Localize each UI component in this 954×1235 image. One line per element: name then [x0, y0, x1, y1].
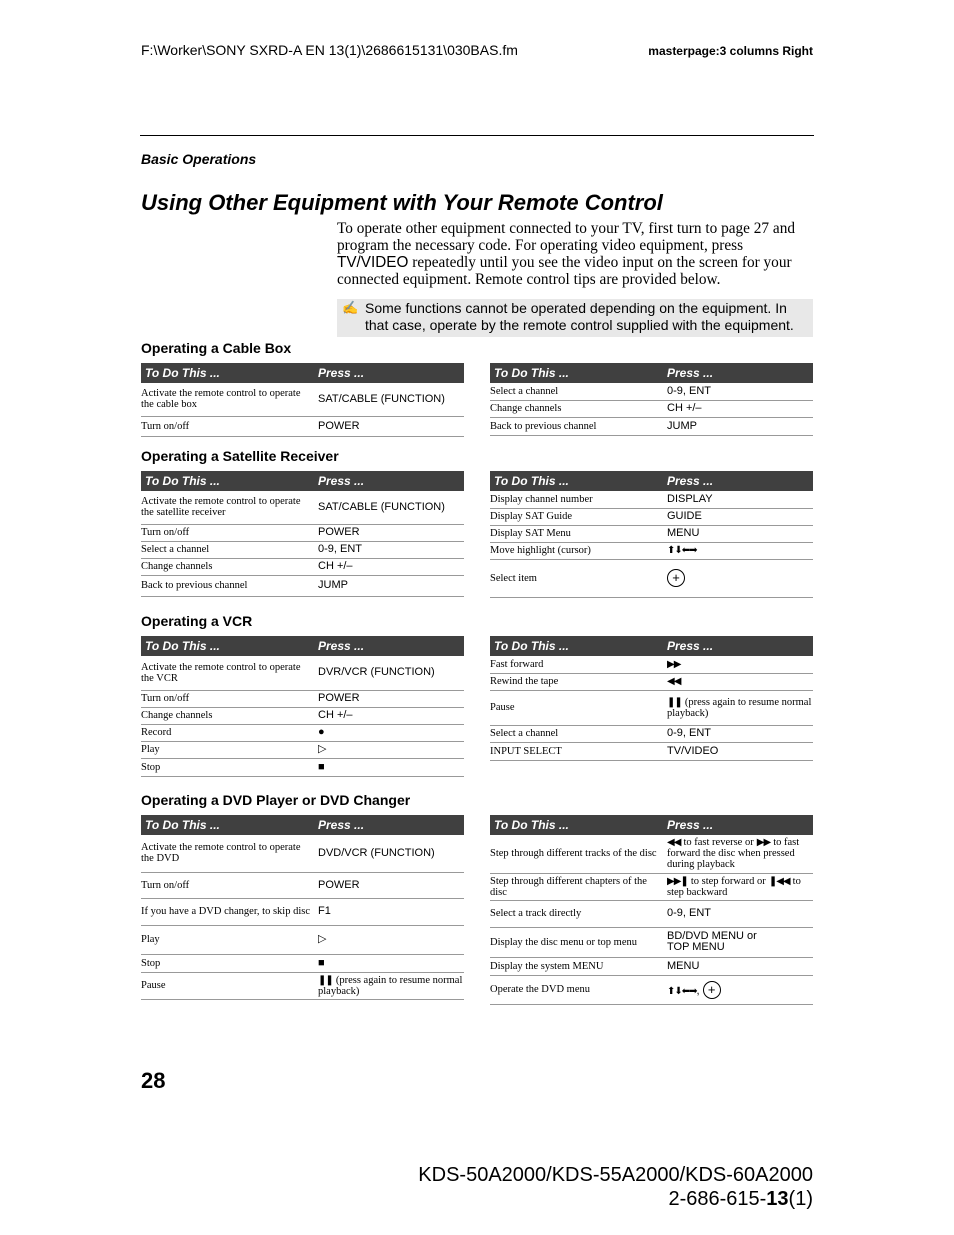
col-header-todo: To Do This ... — [490, 471, 663, 491]
press-cell: to fast reverse or — [683, 837, 754, 849]
col-header-press: Press ... — [663, 636, 813, 656]
model-numbers: KDS-50A2000/KDS-55A2000/KDS-60A2000 — [418, 1164, 813, 1186]
col-header-press: Press ... — [314, 471, 464, 491]
page-number: 28 — [141, 1068, 166, 1093]
press-cell: CH +/– — [314, 558, 464, 575]
intro-part2: repeatedly until you see the video input on the screen for your connected equipment. Remote control tips are provided below. — [337, 254, 792, 288]
col-header-press: Press ... — [663, 815, 813, 835]
col-header-todo: To Do This ... — [141, 815, 314, 835]
action-cell: Operate the DVD menu — [490, 975, 663, 1004]
intro-part1: To operate other equipment connected to your TV, first turn to page 27 and program the necessary code. For operating video equipment, press — [337, 220, 795, 254]
rewind-icon: ◀◀ — [667, 676, 681, 687]
action-cell: Select a channel — [490, 725, 663, 742]
code-suffix: (1) — [788, 1188, 813, 1210]
action-cell: Turn on/off — [141, 690, 314, 707]
masterpage-label: masterpage:3 columns Right — [648, 44, 813, 58]
record-icon: ● — [318, 726, 325, 738]
action-cell: Turn on/off — [141, 416, 314, 436]
press-cell: MENU — [663, 525, 813, 542]
tv-video-button-name: TV/VIDEO — [337, 254, 409, 271]
play-icon: ▷ — [318, 933, 327, 945]
press-cell: POWER — [314, 416, 464, 436]
cable-heading: Operating a Cable Box — [141, 340, 292, 356]
col-header-press: Press ... — [663, 471, 813, 491]
action-cell: Record — [141, 724, 314, 741]
press-cell: SAT/CABLE (FUNCTION) — [314, 383, 464, 416]
action-cell: Select a track directly — [490, 900, 663, 927]
press-cell: POWER — [314, 872, 464, 898]
action-cell: Activate the remote control to operate the VCR — [141, 656, 314, 690]
col-header-todo: To Do This ... — [490, 815, 663, 835]
action-cell: Pause — [490, 690, 663, 725]
col-header-todo: To Do This ... — [141, 471, 314, 491]
pencil-note-icon: ✍ — [342, 300, 359, 315]
press-cell: , — [696, 984, 700, 997]
header-rule — [140, 135, 814, 136]
action-cell: Change channels — [141, 558, 314, 575]
press-cell: F1 — [314, 898, 464, 925]
action-cell: Turn on/off — [141, 872, 314, 898]
action-cell: Display the disc menu or top menu — [490, 927, 663, 957]
satellite-heading: Operating a Satellite Receiver — [141, 448, 339, 464]
press-cell: (press again to resume normal playback) — [318, 974, 463, 997]
action-cell: Move highlight (cursor) — [490, 542, 663, 559]
press-cell: BD/DVD MENU or — [667, 930, 757, 942]
press-cell: to fast forward the disc when pressed during playback — [667, 837, 800, 871]
action-cell: Activate the remote control to operate the DVD — [141, 835, 314, 872]
fast-forward-icon: ▶▶ — [756, 837, 771, 849]
pause-icon: ❚❚ — [318, 974, 333, 986]
intro-paragraph — [337, 220, 813, 288]
vcr-table-left — [141, 636, 464, 777]
action-cell: Change channels — [141, 707, 314, 724]
press-cell: 0-9, ENT — [314, 541, 464, 558]
press-cell: 0-9, ENT — [663, 900, 813, 927]
rewind-icon: ◀◀ — [667, 837, 681, 849]
dvd-table-left — [141, 815, 464, 1000]
press-cell: SAT/CABLE (FUNCTION) — [314, 491, 464, 524]
action-cell: Display SAT Menu — [490, 525, 663, 542]
select-plus-icon: + — [667, 569, 685, 587]
action-cell: Select a channel — [141, 541, 314, 558]
vcr-heading: Operating a VCR — [141, 613, 253, 629]
action-cell: Step through different tracks of the disc — [490, 835, 663, 873]
press-cell: JUMP — [314, 575, 464, 596]
action-cell: Select a channel — [490, 383, 663, 400]
press-cell: POWER — [314, 524, 464, 541]
stop-icon: ■ — [318, 760, 325, 773]
action-cell: INPUT SELECT — [490, 742, 663, 760]
cable-table-left — [141, 363, 464, 437]
dvd-heading: Operating a DVD Player or DVD Changer — [141, 792, 411, 808]
arrow-keys-icon: ⬆⬇⬅➡ — [667, 545, 697, 556]
action-cell: Activate the remote control to operate the cable box — [141, 383, 314, 416]
action-cell: Turn on/off — [141, 524, 314, 541]
action-cell: Back to previous channel — [141, 575, 314, 596]
vcr-table-right — [490, 636, 813, 761]
cable-table-right — [490, 363, 813, 436]
press-cell: TOP MENU — [667, 941, 725, 953]
press-cell: POWER — [314, 690, 464, 707]
action-cell: Stop — [141, 758, 314, 776]
press-cell: DVR/VCR (FUNCTION) — [314, 656, 464, 690]
action-cell: Back to previous channel — [490, 417, 663, 435]
satellite-table-left — [141, 471, 464, 597]
model-footer — [418, 1163, 813, 1211]
action-cell: Change channels — [490, 400, 663, 417]
col-header-press: Press ... — [314, 815, 464, 835]
play-icon: ▷ — [318, 743, 327, 755]
press-cell: TV/VIDEO — [663, 742, 813, 760]
action-cell: Activate the remote control to operate the satellite receiver — [141, 491, 314, 524]
fast-forward-icon: ▶▶ — [667, 658, 681, 670]
document-code — [418, 1187, 813, 1211]
action-cell: Display channel number — [490, 491, 663, 508]
press-cell: CH +/– — [314, 707, 464, 724]
press-cell: (press again to resume normal playback) — [667, 696, 812, 719]
col-header-todo: To Do This ... — [490, 636, 663, 656]
dvd-table-right — [490, 815, 813, 1005]
code-prefix: 2-686-615- — [668, 1188, 767, 1210]
action-cell: Stop — [141, 954, 314, 972]
action-cell: Step through different chapters of the disc — [490, 873, 663, 900]
col-header-press: Press ... — [314, 636, 464, 656]
pause-icon: ❚❚ — [667, 696, 682, 708]
section-label: Basic Operations — [141, 151, 257, 167]
action-cell: Play — [141, 741, 314, 758]
press-cell: MENU — [663, 957, 813, 975]
previous-chapter-icon: ❚◀◀ — [768, 875, 790, 887]
action-cell: If you have a DVD changer, to skip disc — [141, 898, 314, 925]
action-cell: Fast forward — [490, 656, 663, 673]
press-cell: 0-9, ENT — [663, 383, 813, 400]
action-cell: Select item — [490, 559, 663, 597]
note-box — [337, 299, 813, 337]
col-header-todo: To Do This ... — [141, 636, 314, 656]
press-cell: DVD/VCR (FUNCTION) — [314, 835, 464, 872]
press-cell: CH +/– — [663, 400, 813, 417]
press-cell: to step backward — [667, 875, 801, 898]
col-header-todo: To Do This ... — [141, 363, 314, 383]
action-cell: Display SAT Guide — [490, 508, 663, 525]
code-bold: 13 — [766, 1188, 789, 1210]
page-title: Using Other Equipment with Your Remote Control — [141, 190, 663, 215]
press-cell: JUMP — [663, 417, 813, 435]
note-text: Some functions cannot be operated depending on the equipment. In that case, operate by the remote control supplied with the equipment. — [365, 300, 794, 333]
action-cell: Play — [141, 925, 314, 954]
action-cell: Rewind the tape — [490, 673, 663, 690]
next-chapter-icon: ▶▶❚ — [667, 875, 688, 887]
col-header-todo: To Do This ... — [490, 363, 663, 383]
col-header-press: Press ... — [663, 363, 813, 383]
press-cell: DISPLAY — [663, 491, 813, 508]
col-header-press: Press ... — [314, 363, 464, 383]
press-cell: 0-9, ENT — [663, 725, 813, 742]
action-cell: Pause — [141, 972, 314, 999]
arrow-keys-icon: ⬆⬇⬅➡ — [667, 985, 697, 997]
file-path-header: F:\Worker\SONY SXRD-A EN 13(1)\2686615131\030BAS.fm — [141, 42, 518, 58]
action-cell: Display the system MENU — [490, 957, 663, 975]
press-cell: to step forward or — [690, 875, 766, 887]
press-cell: GUIDE — [663, 508, 813, 525]
select-plus-icon: + — [703, 981, 721, 999]
stop-icon: ■ — [318, 956, 325, 969]
satellite-table-right — [490, 471, 813, 598]
